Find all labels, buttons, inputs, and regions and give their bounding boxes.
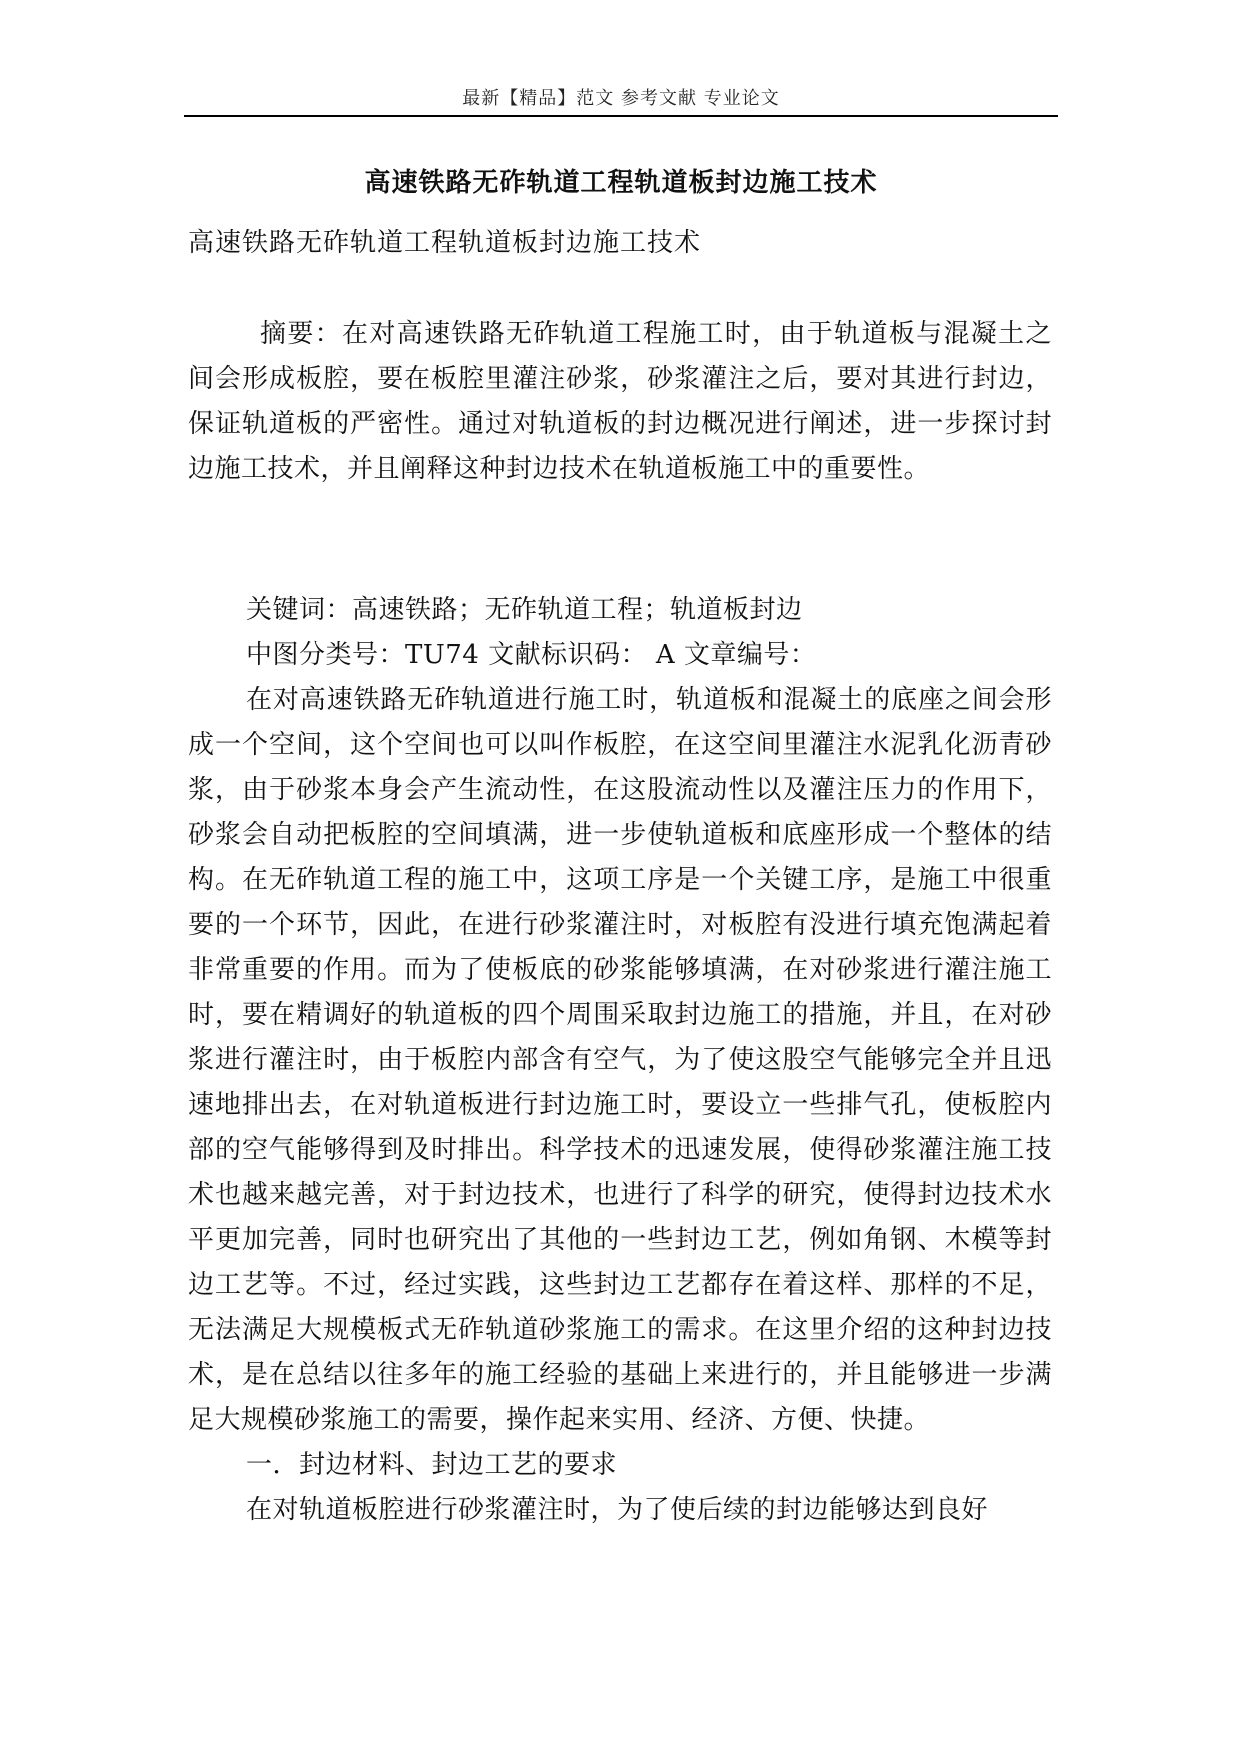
document-subtitle: 高速铁路无砟轨道工程轨道板封边施工技术 xyxy=(188,228,702,258)
body-section xyxy=(188,678,1052,1533)
keywords-line: 关键词：高速铁路；无砟轨道工程；轨道板封边 xyxy=(246,595,803,625)
body-paragraph: 在对高速铁路无砟轨道进行施工时，轨道板和混凝土的底座之间会形成一个空间，这个空间也可以叫作板腔，在这空间里灌注水泥乳化沥青砂浆，由于砂浆本身会产生流动性，在这股流动性以及灌注压力的作用下，砂浆会自动把板腔的空间填满，进一步使轨道板和底座形成一个整体的结构。在无砟轨道工程的施工中，这项工序是一个关键工序，是施工中很重要的一个环节，因此，在进行砂浆灌注时，对板腔有没进行填充饱满起着非常重要的作用。而为了使板底的砂浆能够填满，在对砂浆进行灌注施工时，要在精调好的轨道板的四个周围采取封边施工的措施，并且，在对砂浆进行灌注时，由于板腔内部含有空气，为了使这股空气能够完全并且迅速地排出去，在对轨道板进行封边施工时，要设立一些排气孔，使板腔内部的空气能够得到及时排出。科学技术的迅速发展，使得砂浆灌注施工技术也越来越完善，对于封边技术，也进行了科学的研究，使得封边技术水平更加完善，同时也研究出了其他的一些封边工艺，例如角钢、木模等封边工艺等。不过，经过实践，这些封边工艺都存在着这样、那样的不足，无法满足大规模板式无砟轨道砂浆施工的需求。在这里介绍的这种封边技术，是在总结以往多年的施工经验的基础上来进行的，并且能够进一步满足大规模砂浆施工的需要，操作起来实用、经济、方便、快捷。 xyxy=(188,685,1052,1435)
header-divider xyxy=(184,115,1058,117)
body-paragraph: 在对轨道板腔进行砂浆灌注时，为了使后续的封边能够达到良好 xyxy=(246,1495,989,1525)
abstract-paragraph: 摘要：在对高速铁路无砟轨道工程施工时，由于轨道板与混凝土之间会形成板腔，要在板腔里灌注砂浆，砂浆灌注之后，要对其进行封边，保证轨道板的严密性。通过对轨道板的封边概况进行阐述，进一步探讨封边施工技术，并且阐释这种封边技术在轨道板施工中的重要性。 xyxy=(188,319,1052,484)
metadata-section xyxy=(188,588,1052,678)
classification-line: 中图分类号：TU74 文献标识码： A 文章编号： xyxy=(246,640,817,670)
page-header: 最新【精品】范文 参考文献 专业论文 xyxy=(462,88,780,109)
abstract-section xyxy=(188,312,1052,492)
document-title: 高速铁路无砟轨道工程轨道板封边施工技术 xyxy=(364,168,878,198)
section-heading: 一．封边材料、封边工艺的要求 xyxy=(246,1450,618,1480)
